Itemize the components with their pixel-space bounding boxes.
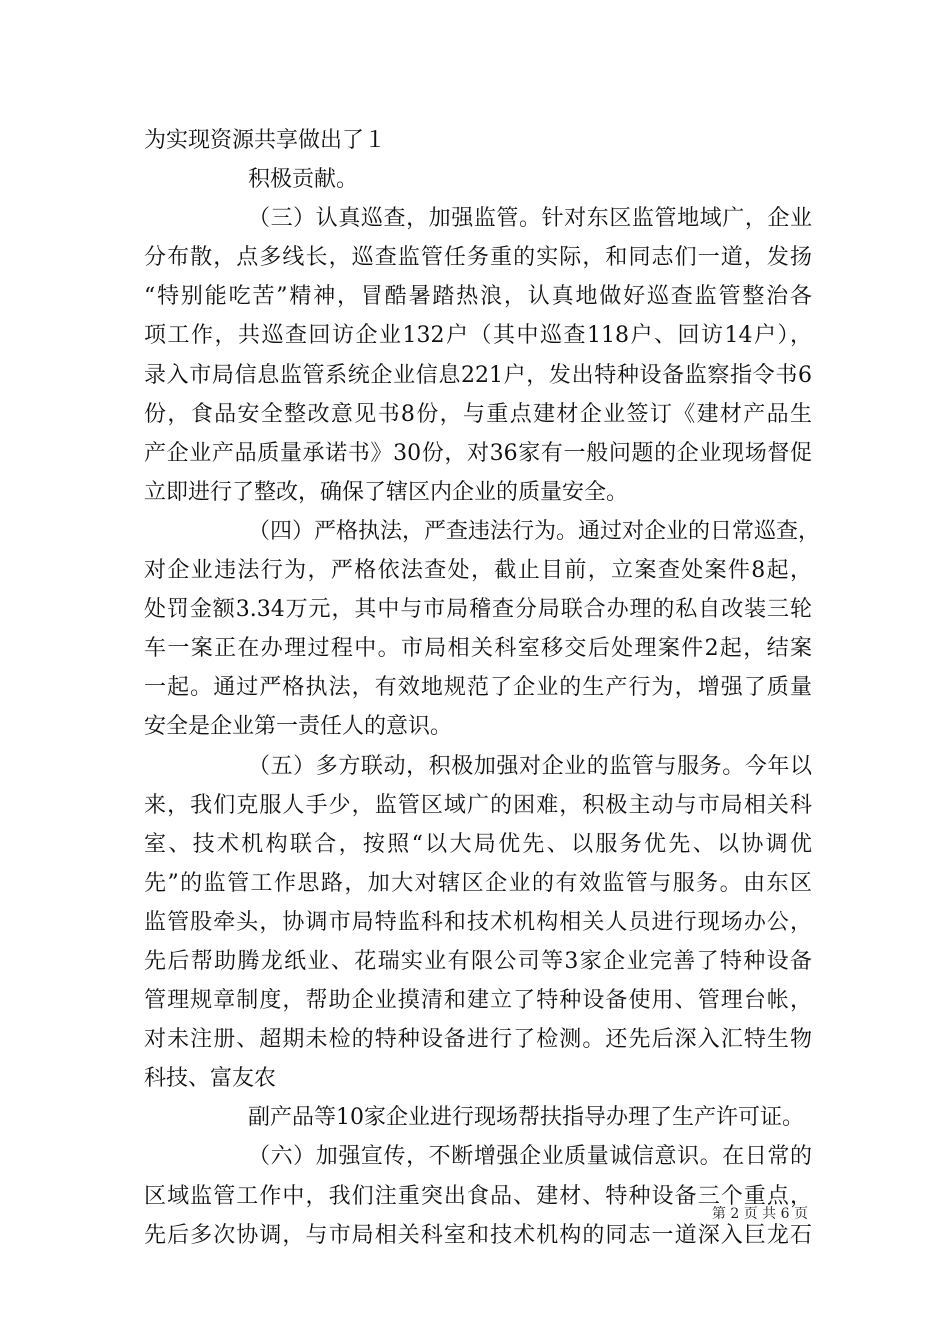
text-line: 室、技术机构联合，按照“以大局优先、以服务优先、以协调优 — [144, 831, 812, 857]
text-line: 项工作，共巡查回访企业132户（其中巡查118户、回访14户）， — [144, 323, 812, 349]
text-line: 份，食品安全整改意见书8份，与重点建材企业签订《建材产品生 — [144, 401, 812, 427]
text-line: 为实现资源共享做出了１ — [144, 128, 387, 153]
text-line: 立即进行了整改，确保了辖区内企业的质量安全。 — [144, 479, 629, 505]
text-line: 处罚金额3.34万元，其中与市局稽查分局联合办理的私自改装三轮 — [144, 597, 812, 623]
text-line: “特别能吃苦”精神，冒酷暑踏热浪，认真地做好巡查监管整治各 — [144, 284, 812, 310]
text-line: 监管股牵头，协调市局特监科和技术机构相关人员进行现场办公， — [144, 909, 812, 935]
text-line: 安全是企业第一责任人的意识。 — [144, 714, 453, 740]
text-line: （四）严格执法，严查违法行为。通过对企业的日常巡查， — [248, 518, 821, 544]
text-line: 科技、富友农 — [144, 1066, 277, 1092]
text-line: 对企业违法行为，严格依法查处，截止目前，立案查处案件8起， — [144, 558, 812, 584]
text-line: 对未注册、超期未检的特种设备进行了检测。还先后深入汇特生物 — [144, 1027, 812, 1053]
text-line: 先后帮助腾龙纸业、花瑞实业有限公司等3家企业完善了特种设备 — [144, 948, 812, 974]
text-line: 来，我们克服人手少，监管区域广的困难，积极主动与市局相关科 — [144, 792, 812, 818]
text-line: 管理规章制度，帮助企业摸清和建立了特种设备使用、管理台帐， — [144, 988, 812, 1014]
text-line: 先后多次协调，与市局相关科室和技术机构的同志一道深入巨龙石 — [144, 1222, 812, 1248]
text-line: （三）认真巡查，加强监管。针对东区监管地域广，企业 — [248, 206, 812, 232]
text-line: 积极贡献。 — [248, 167, 359, 193]
body-text — [144, 121, 821, 1255]
page-number: 第 2 页 共 6 页 — [711, 1206, 808, 1222]
text-line: 区域监管工作中，我们注重突出食品、建材、特种设备三个重点， — [144, 1183, 812, 1209]
text-line: 录入市局信息监管系统企业信息221户，发出特种设备监察指令书6 — [144, 362, 812, 388]
text-line: （五）多方联动，积极加强对企业的监管与服务。今年以 — [248, 753, 812, 779]
text-line: 产企业产品质量承诺书》30份，对36家有一般问题的企业现场督促 — [144, 440, 812, 466]
text-line: 分布散，点多线长，巡查监管任务重的实际，和同志们一道，发扬 — [144, 245, 812, 271]
text-line: （六）加强宣传，不断增强企业质量诚信意识。在日常的 — [248, 1144, 812, 1170]
text-line: 副产品等10家企业进行现场帮扶指导办理了生产许可证。 — [248, 1105, 804, 1131]
text-line: 车一案正在办理过程中。市局相关科室移交后处理案件2起，结案 — [144, 636, 812, 662]
text-line: 先”的监管工作思路，加大对辖区企业的有效监管与服务。由东区 — [144, 870, 812, 896]
text-line: 一起。通过严格执法，有效地规范了企业的生产行为，增强了质量 — [144, 675, 812, 701]
